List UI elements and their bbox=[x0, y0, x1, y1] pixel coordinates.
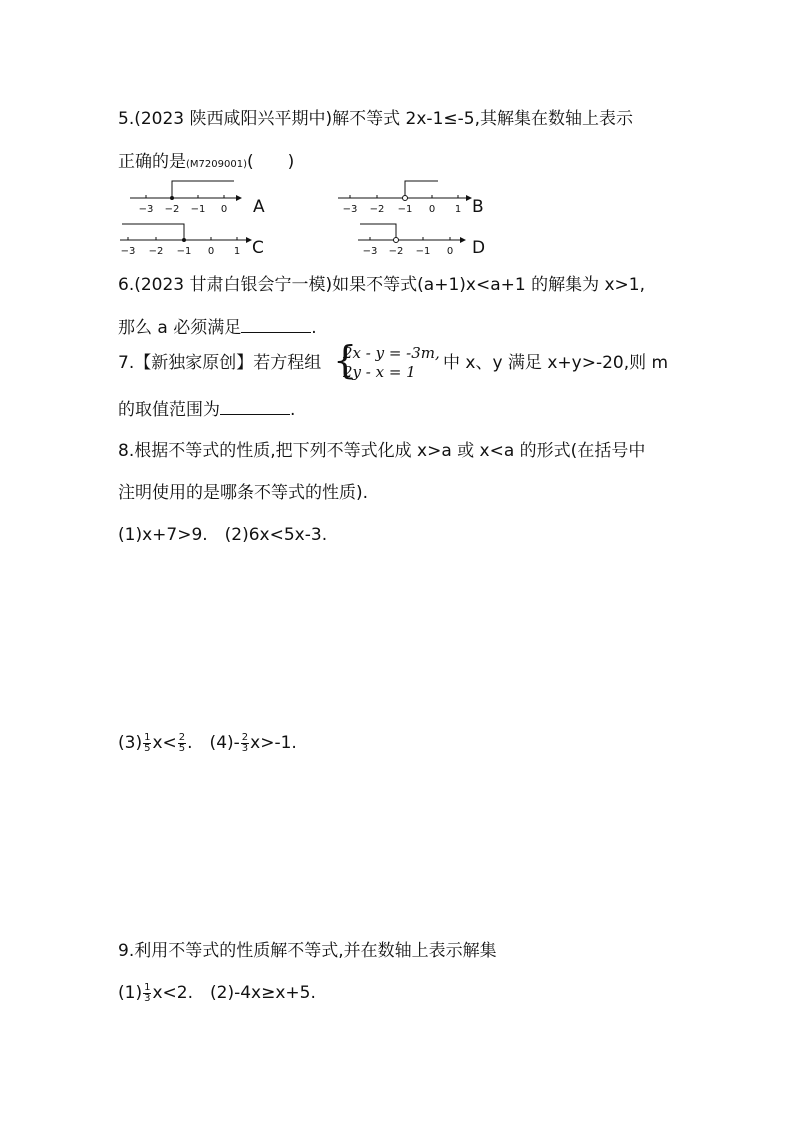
number-line-a bbox=[128, 178, 248, 222]
q6-line1: 6.(2023 甘肃白银会宁一模)如果不等式(a+1)x<a+1 的解集为 x>1, bbox=[118, 275, 646, 295]
q8-line2: 注明使用的是哪条不等式的性质). bbox=[118, 483, 369, 503]
tick-label: 1 bbox=[454, 204, 462, 215]
q8-p3-label: (3) bbox=[118, 733, 143, 753]
tick-label: 1 bbox=[233, 246, 241, 257]
fraction-numerator: 1 bbox=[144, 981, 151, 993]
fraction bbox=[143, 733, 151, 754]
tick-label: 0 bbox=[446, 246, 454, 257]
q9-p1-rest: x<2. (2)-4x≥x+5. bbox=[152, 983, 316, 1003]
fraction-denominator: 5 bbox=[178, 742, 186, 754]
answer-blank[interactable] bbox=[220, 398, 290, 415]
tick-label: 0 bbox=[220, 204, 228, 215]
q8-line1: 8.根据不等式的性质,把下列不等式化成 x>a 或 x<a 的形式(在括号中 bbox=[118, 441, 646, 461]
tick-label: −3 bbox=[362, 246, 378, 257]
tick-label: −1 bbox=[397, 204, 413, 215]
q7-prefix: 7.【新独家原创】若方程组 bbox=[118, 353, 322, 373]
fraction-denominator: 3 bbox=[144, 992, 151, 1004]
q5-line2-text: 正确的是 bbox=[118, 152, 186, 172]
q5-bracket: ( ) bbox=[246, 152, 295, 172]
q7-line2-end: . bbox=[290, 400, 296, 420]
fraction-numerator: 2 bbox=[178, 731, 186, 743]
tick-label: 0 bbox=[207, 246, 215, 257]
q9-line1: 9.利用不等式的性质解不等式,并在数轴上表示解集 bbox=[118, 941, 497, 961]
q9-parts bbox=[118, 982, 316, 1004]
tick-label: 0 bbox=[428, 204, 436, 215]
q7-suffix: 中 x、y 满足 x+y>-20,则 m bbox=[443, 353, 669, 373]
tick-label: −1 bbox=[176, 246, 192, 257]
fraction bbox=[143, 983, 151, 1004]
option-a-label: A bbox=[253, 197, 265, 217]
tick-label: −2 bbox=[164, 204, 180, 215]
tick-label: −1 bbox=[415, 246, 431, 257]
q5-line2 bbox=[118, 151, 294, 176]
tick-label: −3 bbox=[342, 204, 358, 215]
tick-label: −2 bbox=[148, 246, 164, 257]
q8-p4-end: x>-1. bbox=[250, 733, 297, 753]
q6-line2-end: . bbox=[311, 318, 317, 338]
tick-label: −1 bbox=[190, 204, 206, 215]
q6-line2-text: 那么 a 必须满足 bbox=[118, 318, 242, 338]
answer-blank[interactable] bbox=[241, 316, 311, 333]
fraction-denominator: 3 bbox=[241, 742, 249, 754]
q7-line2-text: 的取值范围为 bbox=[118, 400, 220, 420]
option-d-label: D bbox=[472, 238, 486, 258]
q6-line2 bbox=[118, 316, 317, 339]
q7-eq1: 2x - y = -3m, bbox=[343, 344, 440, 362]
option-c-label: C bbox=[252, 238, 264, 258]
number-line-d bbox=[356, 220, 471, 264]
equation-brace: { bbox=[333, 338, 358, 382]
q8-part1: (1)x+7>9. (2)6x<5x-3. bbox=[118, 525, 328, 545]
q5-line1: 5.(2023 陕西咸阳兴平期中)解不等式 2x-1≤-5,其解集在数轴上表示 bbox=[118, 109, 633, 129]
q8-p3-mid: x< bbox=[152, 733, 177, 753]
q8-p3-end: . (4)- bbox=[187, 733, 240, 753]
fraction bbox=[241, 733, 249, 754]
q5-code: (M7209001) bbox=[186, 159, 247, 170]
fraction-numerator: 1 bbox=[144, 731, 151, 743]
tick-label: −3 bbox=[138, 204, 154, 215]
q9-p1-label: (1) bbox=[118, 983, 143, 1003]
option-b-label: B bbox=[472, 197, 484, 217]
fraction bbox=[178, 733, 186, 754]
q7-eq2: 2y - x = 1 bbox=[343, 363, 416, 381]
q8-part3 bbox=[118, 732, 297, 754]
tick-label: −3 bbox=[120, 246, 136, 257]
number-line-b bbox=[336, 178, 476, 222]
q7-line2 bbox=[118, 398, 295, 421]
number-line-c bbox=[118, 220, 258, 264]
fraction-denominator: 5 bbox=[144, 742, 151, 754]
tick-label: −2 bbox=[369, 204, 385, 215]
fraction-numerator: 2 bbox=[241, 731, 249, 743]
tick-label: −2 bbox=[388, 246, 404, 257]
